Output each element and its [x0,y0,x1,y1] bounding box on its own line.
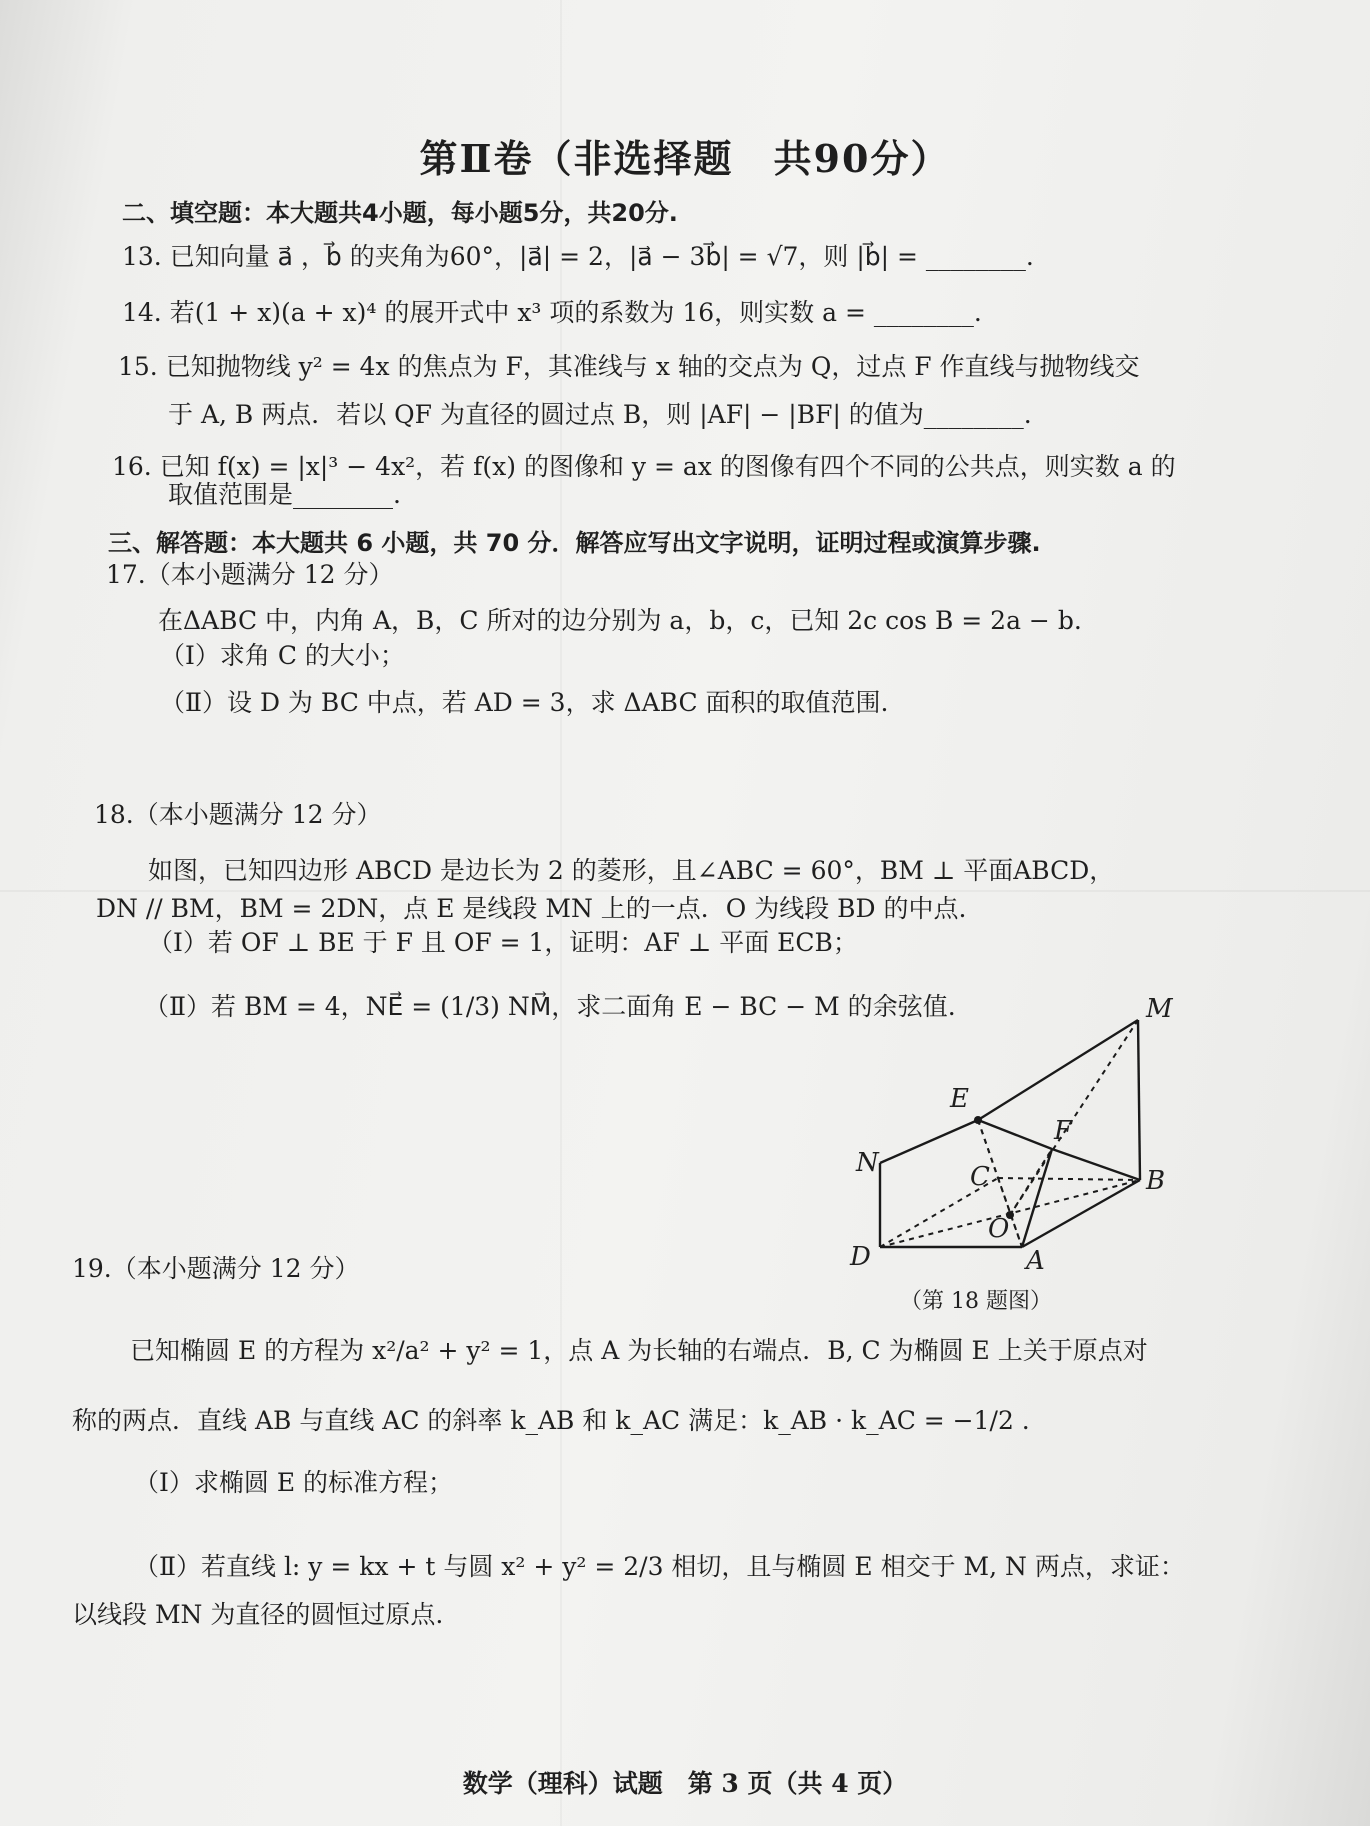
page-title: 第Ⅱ卷（非选择题 共90分） [419,136,951,181]
vertex-label-b: B [1146,1166,1166,1196]
prism-diagram [840,990,1200,1320]
vertex-label-a: A [1026,1246,1045,1276]
question-17-heading: 17.（本小题满分 12 分） [106,560,394,589]
vertex-label-o: O [988,1214,1010,1244]
question-19-part2: （Ⅱ）若直线 l: y = kx + t 与圆 x² + y² = 2/3 相切，且与椭圆 E 相交于 M, N 两点，求证： [134,1552,1185,1581]
question-19-stem-line1: 已知椭圆 E 的方程为 x²/a² + y² = 1，点 A 为长轴的右端点．B, C 为椭圆 E 上关于原点对 [130,1336,1148,1365]
question-19-stem-line2: 称的两点．直线 AB 与直线 AC 的斜率 k_AB 和 k_AC 满足：k_AB · k_AC = −1/2 . [72,1406,1030,1435]
section-solve-heading: 三、解答题：本大题共 6 小题，共 70 分．解答应写出文字说明，证明过程或演算步骤. [108,529,1041,557]
question-17-stem: 在ΔABC 中，内角 A，B，C 所对的边分别为 a，b，c，已知 2c cos B = 2a − b. [158,606,1082,635]
vertex-label-c: C [970,1162,990,1192]
question-18-heading: 18.（本小题满分 12 分） [94,800,382,829]
question-19-part1: （Ⅰ）求椭圆 E 的标准方程； [134,1468,454,1497]
vertex-label-f: F [1054,1116,1073,1146]
question-17-part1: （Ⅰ）求角 C 的大小； [160,641,405,670]
question-15-line2: 于 A, B 两点．若以 QF 为直径的圆过点 B，则 |AF| − |BF| 的值为________. [168,400,1032,429]
question-17-part2: （Ⅱ）设 D 为 BC 中点，若 AD = 3，求 ΔABC 面积的取值范围. [160,688,889,717]
vertex-label-d: D [850,1242,871,1272]
question-16-line2: 取值范围是________. [168,480,401,509]
question-16-line1: 16. 已知 f(x) = |x|³ − 4x²，若 f(x) 的图像和 y = ax 的图像有四个不同的公共点，则实数 a 的 [112,452,1176,481]
question-18-stem-line2: DN // BM，BM = 2DN，点 E 是线段 MN 上的一点．O 为线段 BD 的中点. [96,894,967,923]
question-18-part2: （Ⅱ）若 BM = 4，NE⃗ = (1/3) NM⃗，求二面角 E − BC − M 的余弦值. [144,992,956,1021]
vertex-label-e: E [950,1084,969,1114]
question-18-figure [840,990,1200,1320]
vertex-label-n: N [856,1148,879,1178]
question-19-heading: 19.（本小题满分 12 分） [72,1254,360,1283]
section-fill-in-heading: 二、填空题：本大题共4小题，每小题5分，共20分. [122,199,678,227]
vertex-label-m: M [1146,994,1173,1024]
page-footer: 数学（理科）试题 第 3 页（共 4 页） [462,1769,908,1798]
question-14: 14. 若(1 + x)(a + x)⁴ 的展开式中 x³ 项的系数为 16，则实数 a = ________. [122,298,982,327]
question-13: 13. 已知向量 a⃗ ，b⃗ 的夹角为60°，|a⃗| = 2，|a⃗ − 3b⃗| = √7，则 |b⃗| = ________. [122,242,1034,271]
question-18-part1: （Ⅰ）若 OF ⊥ BE 于 F 且 OF = 1，证明：AF ⊥ 平面 ECB； [148,928,858,957]
figure-caption: （第 18 题图） [900,1289,1052,1314]
question-15-line1: 15. 已知抛物线 y² = 4x 的焦点为 F，其准线与 x 轴的交点为 Q，过点 F 作直线与抛物线交 [118,352,1140,381]
question-19-part2-cont: 以线段 MN 为直径的圆恒过原点. [72,1600,444,1629]
question-18-stem-line1: 如图，已知四边形 ABCD 是边长为 2 的菱形，且∠ABC = 60°，BM ⊥ 平面ABCD， [148,856,1115,885]
